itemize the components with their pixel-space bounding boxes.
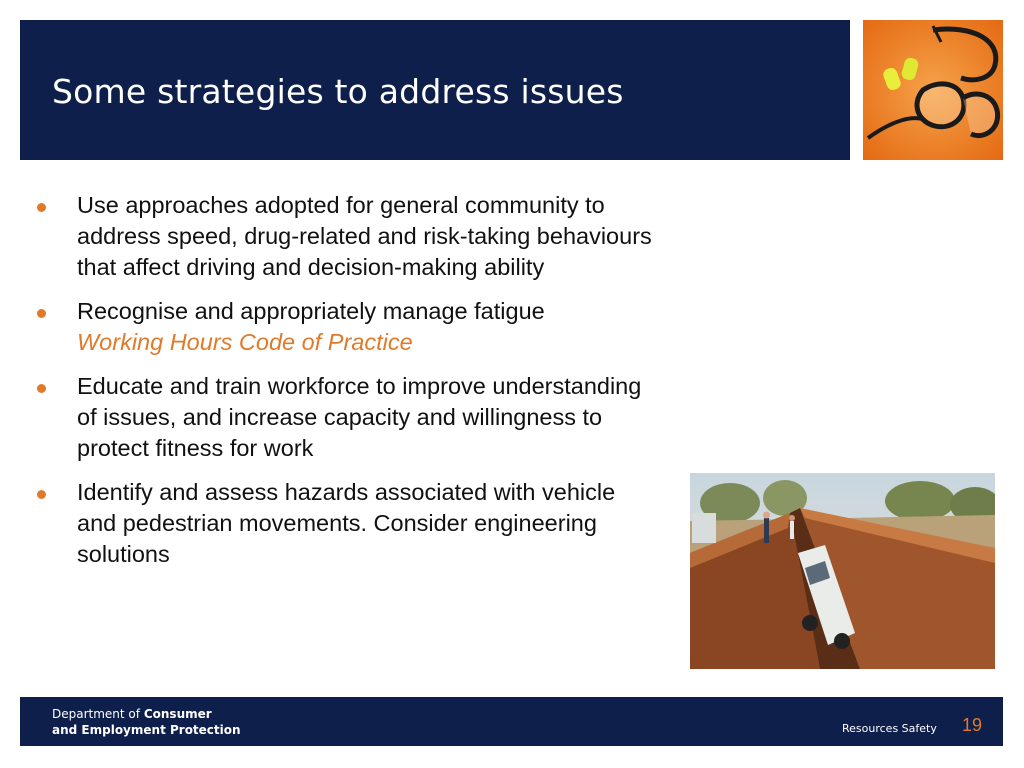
bullet-item [35,296,660,358]
brand-label: Resources Safety [842,722,937,735]
bullet-dot-icon [37,490,46,499]
department-name [52,706,241,738]
bullet-text: Recognise and appropriately manage fatigue [77,298,545,324]
bullet-item [35,190,660,283]
slide-title: Some strategies to address issues [52,72,624,111]
department-name-bold-2: and Employment Protection [52,723,241,737]
department-name-bold-1: Consumer [143,707,212,721]
code-of-practice-reference: Working Hours Code of Practice [77,329,413,355]
page-number: 19 [962,715,983,735]
earplugs-glasses-photo [863,20,1003,160]
bullet-dot-icon [37,203,46,212]
bullet-list [35,190,660,583]
bullet-text: Use approaches adopted for general community to address speed, drug-related and risk-taking behaviours that affect driving and decision-making ability [77,192,652,280]
title-bar [20,20,850,160]
footer-bar [20,697,1003,746]
department-prefix: Department of [52,707,140,721]
bullet-item [35,477,660,570]
bullet-dot-icon [37,309,46,318]
bullet-dot-icon [37,384,46,393]
bullet-text: Educate and train workforce to improve understanding of issues, and increase capacity and willingness to protect fitness for work [77,373,642,461]
bullet-text: Identify and assess hazards associated with vehicle and pedestrian movements. Consider engineering solutions [77,479,616,567]
bullet-item [35,371,660,464]
vehicle-in-trench-photo [690,473,995,669]
